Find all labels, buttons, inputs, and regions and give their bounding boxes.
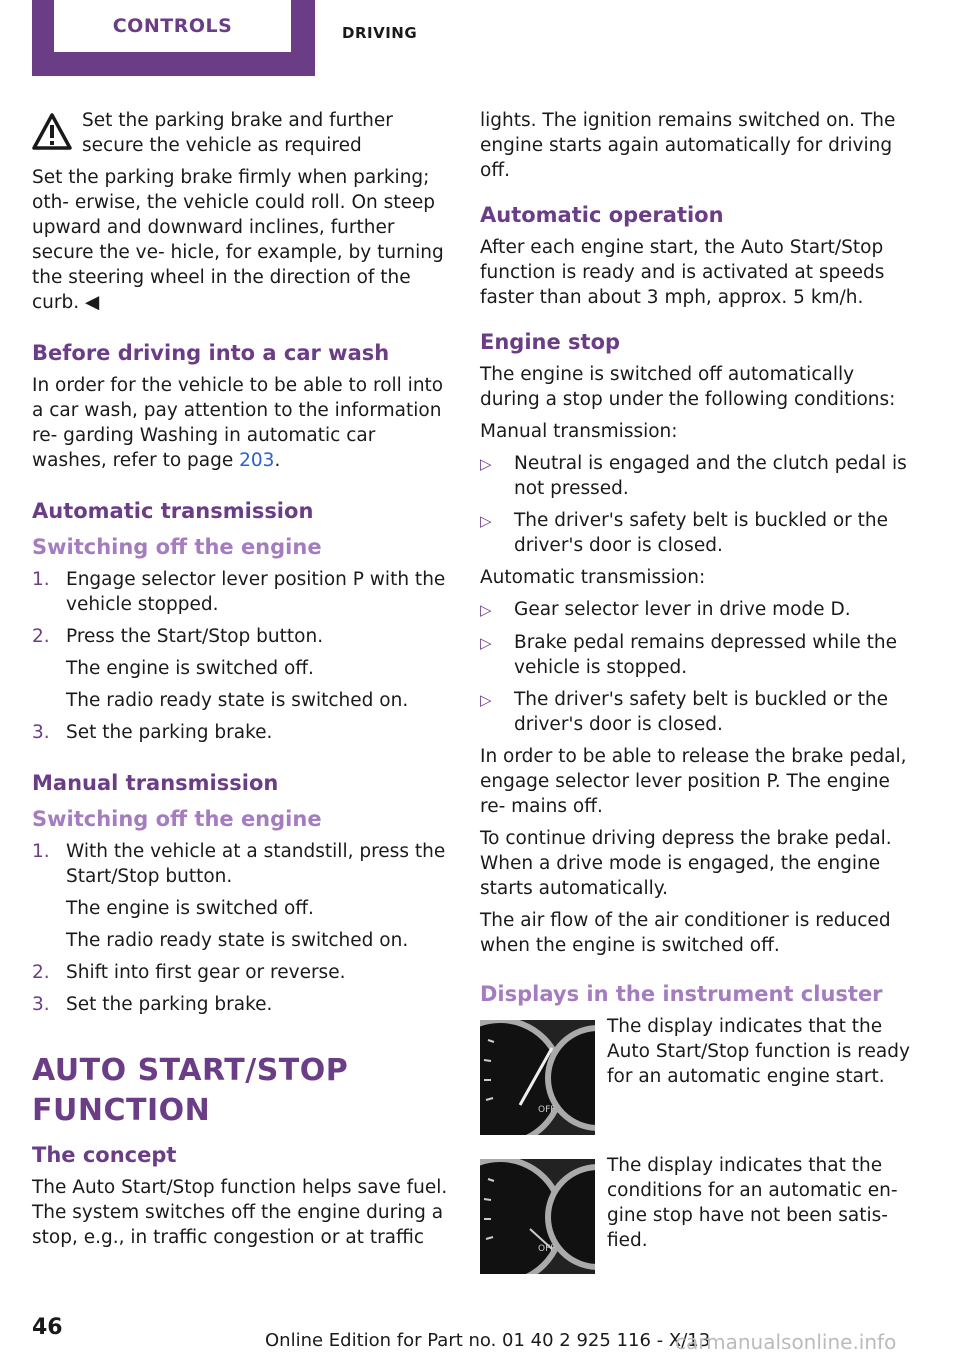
- automatic-operation-heading: Automatic operation: [480, 203, 724, 227]
- header-tab-driving[interactable]: DRIVING: [342, 24, 418, 42]
- list-item: [32, 960, 450, 985]
- warning-title: Set the parking brake and further secure the vehicle as required: [82, 110, 393, 156]
- watermark: carmanualsonline.info: [675, 1330, 897, 1354]
- car-wash-text: In order for the vehicle to be able to roll into a car wash, pay attention to the information re‐ garding Washing in automatic car washes, refer to page: [32, 375, 444, 471]
- step-number: 3.: [32, 994, 50, 1015]
- condition-text: Gear selector lever in drive mode D.: [514, 599, 851, 620]
- list-item: [32, 839, 450, 889]
- auto-steps-list-cont: [32, 720, 450, 745]
- condition-text: Brake pedal remains depressed while the vehicle is stopped.: [514, 632, 897, 678]
- step-text: Shift into first gear or reverse.: [66, 962, 346, 983]
- continue-text: To continue driving depress the brake pedal. When a drive mode is engaged, the engine starts automatically.: [480, 828, 892, 899]
- page-number: 46: [32, 1315, 63, 1340]
- page-203-link[interactable]: 203: [239, 450, 275, 471]
- release-text: In order to be able to release the brake pedal, engage selector lever position P. The engine re‐ mains off.: [480, 746, 907, 817]
- condition-text: The driver's safety belt is buckled or the driver's door is closed.: [514, 689, 888, 735]
- display-not-satisfied-text: The display indicates that the conditions for an automatic en‐ gine stop have not been satis‐ fied.: [607, 1155, 898, 1251]
- car-wash-paragraph: [32, 373, 450, 473]
- list-item: [480, 630, 910, 680]
- list-item: [480, 687, 910, 737]
- displays-heading: Displays in the instrument cluster: [480, 982, 883, 1006]
- manual-steps-list-cont: [32, 960, 450, 1017]
- manual-conditions-list: [480, 451, 910, 558]
- display-not-satisfied-label: OFF: [538, 1244, 556, 1254]
- tab-controls-label: CONTROLS: [54, 0, 291, 52]
- list-item: [480, 451, 910, 501]
- step-note: The engine is switched off.: [66, 658, 314, 679]
- continued-text: lights. The ignition remains switched on. The engine starts again automatically for driving off.: [480, 110, 896, 181]
- step-text: Press the Start/Stop button.: [66, 626, 324, 647]
- step-text: Set the parking brake.: [66, 994, 273, 1015]
- step-number: 1.: [32, 569, 50, 590]
- bullet-icon: ▷: [480, 455, 492, 473]
- list-item: [480, 508, 910, 558]
- step-text: Engage selector lever position P with the vehicle stopped.: [66, 569, 446, 615]
- step-number: 1.: [32, 841, 50, 862]
- display-not-satisfied: [480, 1153, 910, 1274]
- instrument-cluster-not-satisfied-icon: [480, 1159, 595, 1274]
- warning-box: [32, 108, 450, 158]
- warning-body: Set the parking brake firmly when parking; oth‐ erwise, the vehicle could roll. On steep upward and downward inclines, further secure the ve‐ hicle, for example, by turning the steering wheel in the direction of the curb. ◀: [32, 167, 444, 313]
- bullet-icon: ▷: [480, 691, 492, 709]
- display-ready-label: OFF: [538, 1105, 556, 1115]
- auto-switching-off-heading: Switching off the engine: [32, 535, 322, 559]
- engine-stop-text: The engine is switched off automatically during a stop under the following conditions:: [480, 364, 896, 410]
- edition-footer: Online Edition for Part no. 01 40 2 925 116 - X/13: [265, 1330, 711, 1351]
- bullet-icon: ▷: [480, 512, 492, 530]
- bullet-icon: ▷: [480, 601, 492, 619]
- concept-heading: The concept: [32, 1143, 177, 1167]
- warning-triangle-icon: [32, 112, 72, 152]
- header-tab-controls[interactable]: [32, 0, 315, 76]
- auto-conditions-list: [480, 597, 910, 737]
- step-note: The radio ready state is switched on.: [66, 930, 409, 951]
- car-wash-heading: Before driving into a car wash: [32, 341, 390, 365]
- condition-text: The driver's safety belt is buckled or the driver's door is closed.: [514, 510, 888, 556]
- automatic-transmission-heading: Automatic transmission: [32, 499, 314, 523]
- air-flow-text: The air flow of the air conditioner is reduced when the engine is switched off.: [480, 910, 891, 956]
- auto-steps-list: [32, 567, 450, 649]
- manual-steps-list: [32, 839, 450, 889]
- step-number: 2.: [32, 962, 50, 983]
- concept-text: The Auto Start/Stop function helps save fuel. The system switches off the engine during a stop, e.g., in traffic congestion or at traffic: [32, 1177, 448, 1248]
- step-text: With the vehicle at a standstill, press the Start/Stop button.: [66, 841, 446, 887]
- manual-transmission-label: Manual transmission:: [480, 421, 678, 442]
- list-item: [32, 992, 450, 1017]
- display-ready-text: The display indicates that the Auto Start/Stop function is ready for an automatic engine start.: [607, 1016, 910, 1087]
- automatic-transmission-label: Automatic transmission:: [480, 567, 706, 588]
- right-column: [480, 108, 910, 1292]
- step-note: The radio ready state is switched on.: [66, 690, 409, 711]
- list-item: [32, 624, 450, 649]
- bullet-icon: ▷: [480, 634, 492, 652]
- step-text: Set the parking brake.: [66, 722, 273, 743]
- step-number: 3.: [32, 722, 50, 743]
- step-number: 2.: [32, 626, 50, 647]
- car-wash-end: .: [274, 450, 281, 471]
- condition-text: Neutral is engaged and the clutch pedal is not pressed.: [514, 453, 907, 499]
- step-note: The engine is switched off.: [66, 898, 314, 919]
- engine-stop-heading: Engine stop: [480, 330, 621, 354]
- display-ready: [480, 1014, 910, 1135]
- manual-transmission-heading: Manual transmission: [32, 771, 279, 795]
- list-item: [32, 567, 450, 617]
- left-column: [32, 108, 450, 1257]
- list-item: [32, 720, 450, 745]
- auto-start-stop-section-title: AUTO START/STOP FUNCTION: [32, 1053, 349, 1128]
- automatic-operation-text: After each engine start, the Auto Start/Stop function is ready and is activated at speeds faster than about 3 mph, approx. 5 km/h.: [480, 237, 885, 308]
- list-item: [480, 597, 910, 623]
- instrument-cluster-ready-icon: [480, 1020, 595, 1135]
- manual-switching-off-heading: Switching off the engine: [32, 807, 322, 831]
